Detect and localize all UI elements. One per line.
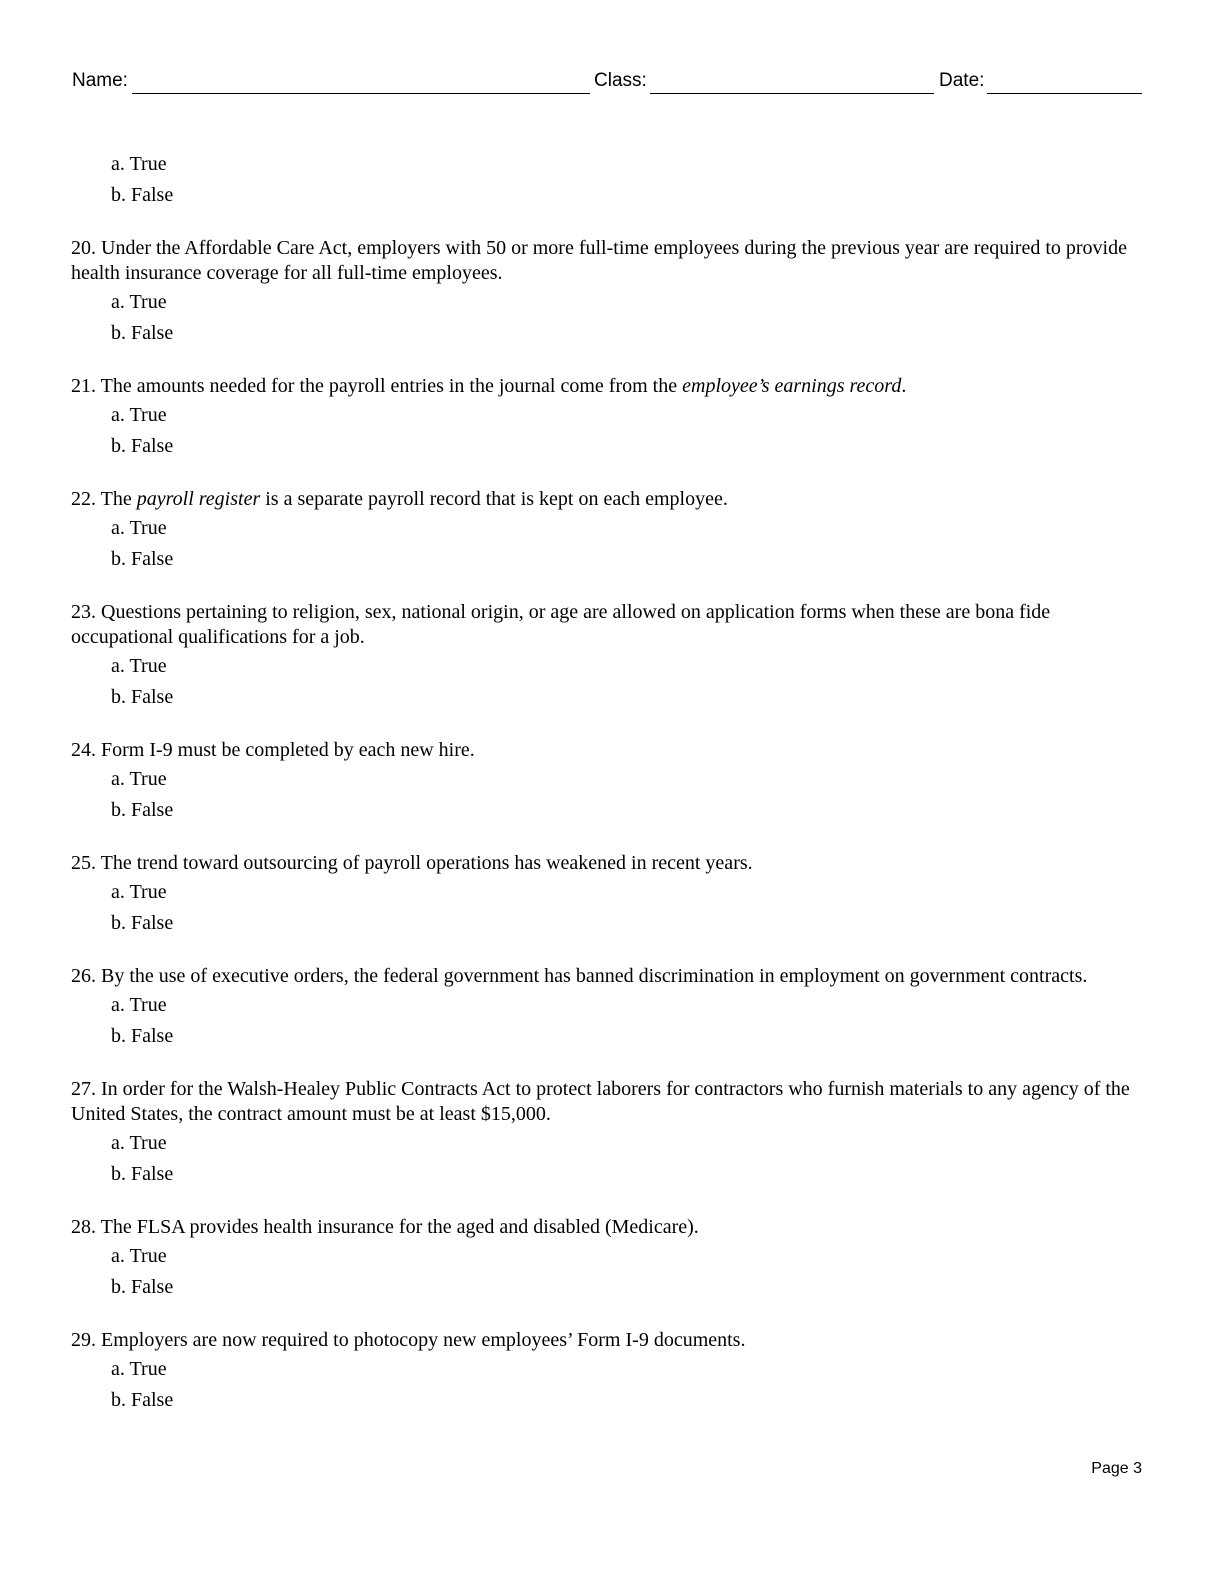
- option-a: a. True: [111, 1358, 167, 1380]
- name-label: Name:: [72, 70, 128, 91]
- question-item: [71, 851, 1151, 936]
- question-text: 26. By the use of executive orders, the federal government has banned discrimination in employment on government contracts.: [71, 965, 1088, 987]
- question-item: [71, 487, 1151, 572]
- question-list: [71, 152, 1151, 1441]
- option-b: b. False: [111, 912, 174, 934]
- option-b: b. False: [111, 184, 174, 206]
- option-a: a. True: [111, 768, 167, 790]
- page-number: Page 3: [1091, 1460, 1142, 1477]
- question-item: [71, 600, 1151, 710]
- option-a: a. True: [111, 291, 167, 313]
- option-b: b. False: [111, 686, 174, 708]
- option-b: b. False: [111, 799, 174, 821]
- question-item: [71, 236, 1151, 346]
- question-item: [71, 374, 1151, 459]
- option-a: a. True: [111, 655, 167, 677]
- option-b: b. False: [111, 1163, 174, 1185]
- option-a: a. True: [111, 517, 167, 539]
- page-header: [72, 70, 1142, 98]
- option-b: b. False: [111, 435, 174, 457]
- date-field-line: [987, 93, 1142, 94]
- name-field-line: [132, 93, 590, 94]
- question-text: 25. The trend toward outsourcing of payroll operations has weakened in recent years.: [71, 852, 753, 874]
- option-b: b. False: [111, 1276, 174, 1298]
- question-text: 23. Questions pertaining to religion, sex, national origin, or age are allowed on application forms when these are bona fide occupational qualifications for a job.: [71, 601, 1051, 648]
- question-text: 29. Employers are now required to photocopy new employees’ Form I-9 documents.: [71, 1329, 746, 1351]
- class-label: Class:: [594, 70, 647, 91]
- option-a: a. True: [111, 881, 167, 903]
- question-text: 24. Form I-9 must be completed by each new hire.: [71, 739, 475, 761]
- question-text: 28. The FLSA provides health insurance for the aged and disabled (Medicare).: [71, 1216, 699, 1238]
- option-a: a. True: [111, 404, 167, 426]
- option-b: b. False: [111, 1025, 174, 1047]
- question-19-continued: [71, 152, 1151, 208]
- class-field-line: [650, 93, 934, 94]
- question-item: [71, 1077, 1151, 1187]
- question-text: 22. The payroll register is a separate payroll record that is kept on each employee.: [71, 488, 728, 510]
- date-label: Date:: [939, 70, 985, 91]
- question-text: 20. Under the Affordable Care Act, employers with 50 or more full-time employees during the previous year are required to provide health insurance coverage for all full-time employees.: [71, 237, 1127, 284]
- option-a: a. True: [111, 1245, 167, 1267]
- option-b: b. False: [111, 548, 174, 570]
- question-item: [71, 1328, 1151, 1413]
- option-a: a. True: [111, 153, 167, 175]
- option-a: a. True: [111, 994, 167, 1016]
- option-b: b. False: [111, 322, 174, 344]
- question-item: [71, 738, 1151, 823]
- question-item: [71, 1215, 1151, 1300]
- question-text: 27. In order for the Walsh-Healey Public Contracts Act to protect laborers for contractors who furnish materials to any agency of the United States, the contract amount must be at least $15,000.: [71, 1078, 1130, 1125]
- option-a: a. True: [111, 1132, 167, 1154]
- option-b: b. False: [111, 1389, 174, 1411]
- question-text: 21. The amounts needed for the payroll entries in the journal come from the employee’s earnings record.: [71, 375, 907, 397]
- question-item: [71, 964, 1151, 1049]
